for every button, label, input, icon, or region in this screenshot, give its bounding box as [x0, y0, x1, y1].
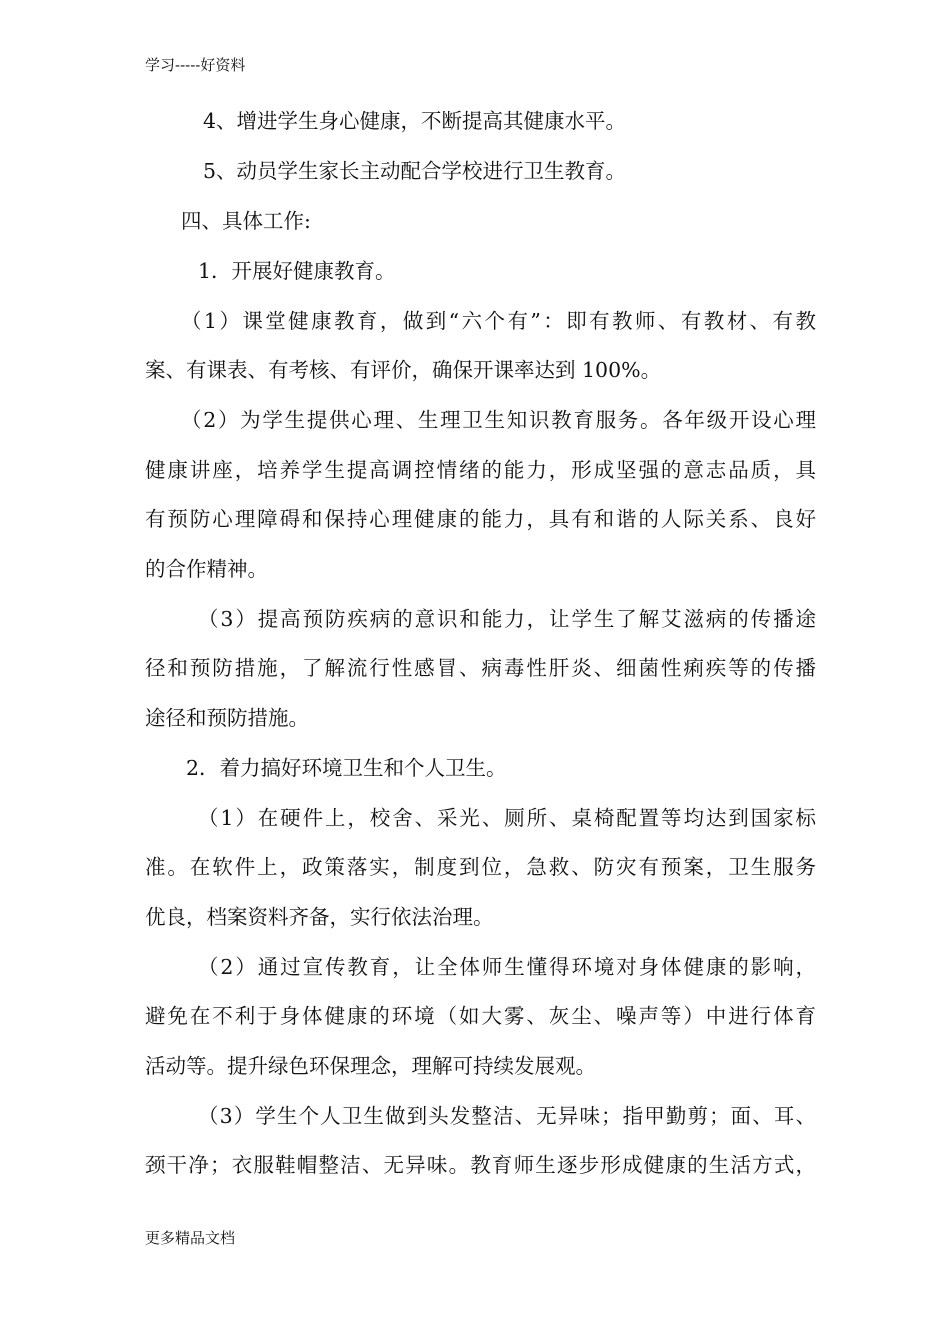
subsection-heading: 1．开展好健康教育。 [198, 259, 396, 283]
text-line: 径和预防措施，了解流行性感冒、病毒性肝炎、细菌性痢疾等的传播 [145, 656, 816, 680]
text-line: 途径和预防措施。 [145, 706, 309, 730]
text-line: （3）学生个人卫生做到头发整洁、无异味；指甲勤剪；面、耳、 [198, 1104, 816, 1128]
page-footer: 更多精品文档 [145, 1229, 236, 1247]
text-line: （2）为学生提供心理、生理卫生知识教育服务。各年级开设心理 [181, 408, 816, 432]
text-line: 准。在软件上，政策落实，制度到位，急救、防灾有预案，卫生服务 [145, 855, 816, 879]
text-line: 优良，档案资料齐备，实行依法治理。 [145, 905, 494, 929]
text-line: 避免在不利于身体健康的环境（如大雾、灰尘、噪声等）中进行体育 [145, 1004, 816, 1028]
text-line: 的合作精神。 [145, 557, 268, 581]
text-line: 颈干净；衣服鞋帽整洁、无异味。教育师生逐步形成健康的生活方式， [145, 1153, 816, 1177]
subsection-heading: 2．着力搞好环境卫生和个人卫生。 [186, 756, 507, 780]
text-line: （3）提高预防疾病的意识和能力，让学生了解艾滋病的传播途 [198, 607, 816, 631]
text-line: 5、动员学生家长主动配合学校进行卫生教育。 [203, 159, 627, 183]
text-line: （1）在硬件上，校舍、采光、厕所、桌椅配置等均达到国家标 [198, 806, 816, 830]
text-line: （2）通过宣传教育，让全体师生懂得环境对身体健康的影响， [198, 955, 816, 979]
section-heading: 四、具体工作: [181, 209, 311, 233]
text-line: 4、增进学生身心健康，不断提高其健康水平。 [203, 109, 627, 133]
text-line: 有预防心理障碍和保持心理健康的能力，具有和谐的人际关系、良好 [145, 507, 816, 531]
page-header: 学习-----好资料 [145, 56, 246, 74]
text-line: （1）课堂健康教育，做到“六个有”：即有教师、有教材、有教 [181, 309, 816, 333]
text-line: 活动等。提升绿色环保理念，理解可持续发展观。 [145, 1054, 596, 1078]
text-line: 案、有课表、有考核、有评价，确保开课率达到 100%。 [145, 358, 662, 382]
text-line: 健康讲座，培养学生提高调控情绪的能力，形成坚强的意志品质，具 [145, 458, 816, 482]
